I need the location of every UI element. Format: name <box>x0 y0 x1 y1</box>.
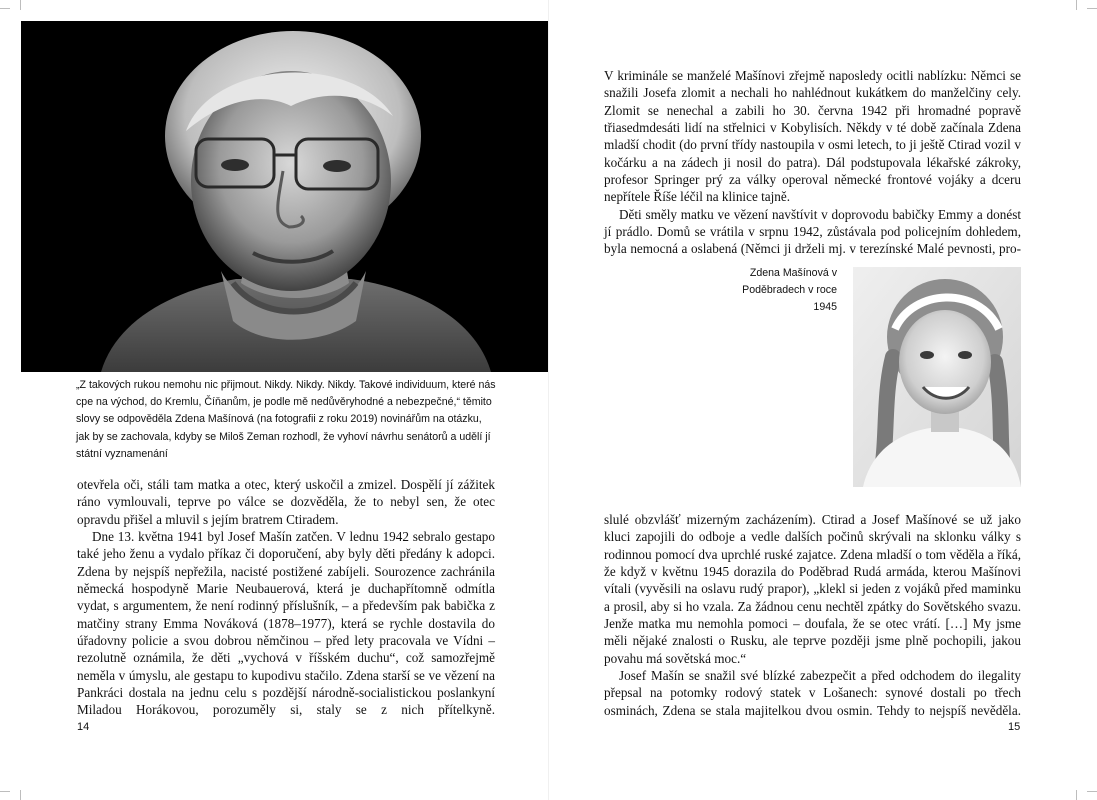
paragraph: V kriminále se manželé Mašínovi zřejmě naposledy ocitli nablízku: Němci se snažili Josefa zlomit a nechali ho nahlédnout kukátkem do manželčiny cely. Zlomit se nenechal a zabili ho 30. června 1942 při hromadné popravě třiasedmdesáti lidí na střelnici v Kobylisích. Někdy v té době začínala Zdena mladší chodit (do první třídy nastoupila v osmi letech, to ji ještě Ctirad vozil v kočárku a na zádech ji nosil do patra). Dál podstupovala lékařské zákroky, profesor Springer prý za války operoval německé frontové vojáky a dceru nepřítele Říše léčil na klinice tajně. <box>604 68 1021 205</box>
left-page-body-text <box>77 476 495 719</box>
paragraph: Děti směly matku ve vězení navštívit v doprovodu babičky Emmy a donést jí prádlo. Domů se vrátila v srpnu 1942, zůstávala pod policejním dohledem, byla nemocná a oslabená (Němci ji drželi mj. v terezínské Malé pevnosti, pro- <box>604 206 1021 257</box>
crop-mark <box>0 8 10 9</box>
crop-mark <box>0 791 10 792</box>
crop-mark <box>20 790 21 800</box>
girl-photo-caption: Zdena Mašínová v Poděbradech v roce 1945 <box>742 267 837 314</box>
right-page-body-text-bottom <box>604 511 1021 719</box>
crop-mark <box>1087 8 1097 9</box>
page-gutter <box>548 0 549 800</box>
crop-mark <box>1076 790 1077 800</box>
page-number-left: 14 <box>77 721 90 733</box>
portrait-photo-young-girl <box>853 267 1021 487</box>
crop-mark <box>20 0 21 10</box>
paragraph: Dne 13. května 1941 byl Josef Mašín zatčen. V lednu 1942 sebralo gestapo také jeho ženu a vydalo příkaz či doporučení, aby byly děti předány k adopci. Zdena by nejspíš nepřežila, nacisté postižené zabíjeli. Sourozence zachránila německá hospodyně Marie Neubauerová, která je duchapřítomně odmítla vydat, s argumentem, že není rodinný příslušník, – a především pak babička z matčiny strany Emma Nováková (1878–1977), která se rychle dostavila do úřadovny policie a svou dobrou němčinou – před lety pracovala ve Vídni – rezolutně oznámila, že děti „vychová v říšském duchu“, což samozřejmě neměla v úmyslu, ale gestapu to kupodivu stačilo. Zdena starší se ve vězení na Pankráci dostala na jednu celu s pozdější národně-socialistickou poslankyní Miladou Horákovou, porozuměly si, staly se z nich přítelkyně. <box>77 529 495 718</box>
right-page-body-text-top <box>604 67 1021 258</box>
crop-mark <box>1076 0 1077 10</box>
crop-mark <box>1087 791 1097 792</box>
portrait-photo-caption: „Z takových rukou nemohu nic přijmout. Nikdy. Nikdy. Nikdy. Takové individuum, které nás cpe na východ, do Kremlu, Číňanům, je podle mě nedůvěryhodné a nebezpečné,“ těmito slovy se odpověděla Zdena Mašínová (na fotografii z roku 2019) novinářům na otázku, jak by se zachovala, kdyby se Miloš Zeman rozhodl, že vyhoví návrhu senátorů a udělí jí státní vyznamenání <box>76 379 496 460</box>
paragraph: Josef Mašín se snažil své blízké zabezpečit a před odchodem do ilegality přepsal na potomky rodový statek v Lošanech: synové dostali po třech osminách, Zdena se stala majitelkou dvou osmin. Tehdy to nejspíš nevěděla. <box>604 668 1021 718</box>
portrait-photo-elderly-woman <box>21 21 548 372</box>
paragraph: otevřela oči, stáli tam matka a otec, který uskočil a zmizel. Dospělí jí zážitek ráno vymlouvali, teprve po válce se dozvěděla, že to nebyl sen, že otec opravdu přišel a mluvil s jejím bratrem Ctiradem. <box>77 477 495 527</box>
page-number-right: 15 <box>1008 721 1021 733</box>
paragraph: slulé obzvlášť mizerným zacházením). Ctirad a Josef Mašínové se už jako kluci zapojili do odboje a vedle dalších počinů skrývali na sklonku války s rodinnou pomocí dva uprchlé ruské zajatce. Zdena mladší o tom věděla a říká, že když v květnu 1945 dorazila do Poděbrad Rudá armáda, kterou Mašínovi vítali (vyvěsili na oslavu rudý prapor), „klekl si jeden z vojáků před maminku a prosil, aby si ho vzala. Za žádnou cenu nechtěl zpátky do Sovětského svazu. Jenže matka mu nemohla pomoci – doufala, že se otec vrátí. […] My jsme měli nějaké znalosti o Rusku, ale teprve později jsme plně pochopili, jakou povahu má sovětská moc.“ <box>604 512 1021 666</box>
